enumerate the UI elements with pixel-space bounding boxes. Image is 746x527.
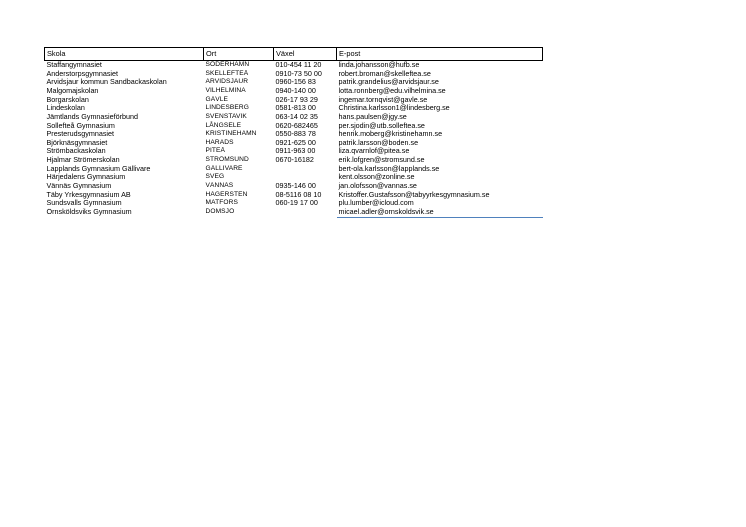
column-header-ort[interactable]: Ort bbox=[204, 48, 274, 61]
cell-skola[interactable]: Lapplands Gymnasium Gällivare bbox=[46, 164, 151, 173]
cell-vaxel[interactable] bbox=[274, 208, 337, 217]
cell-epost[interactable]: erik.lofgren@stromsund.se bbox=[338, 156, 425, 165]
contacts-table bbox=[44, 47, 543, 218]
cell-vaxel[interactable]: 0940-140 00 bbox=[275, 86, 316, 95]
cell-skola[interactable]: Lindeskolan bbox=[46, 104, 85, 113]
cell-vaxel[interactable]: 0935-146 00 bbox=[275, 181, 316, 190]
cell-vaxel[interactable]: 010-454 11 20 bbox=[275, 60, 322, 70]
cell-vaxel[interactable]: 08-5116 08 10 bbox=[275, 190, 322, 199]
cell-vaxel[interactable]: 060-19 17 00 bbox=[275, 199, 318, 208]
table-row bbox=[45, 96, 543, 105]
cell-epost[interactable]: patrik.larsson@boden.se bbox=[338, 138, 419, 147]
column-header-epost[interactable]: E-post bbox=[337, 48, 543, 61]
cell-ort[interactable]: GÄVLE bbox=[205, 95, 228, 103]
cell-skola[interactable]: Hjalmar Strömerskolan bbox=[46, 156, 120, 165]
table-row bbox=[45, 208, 543, 217]
cell-epost[interactable]: bert-ola.karlsson@lapplands.se bbox=[338, 164, 440, 173]
cell-epost[interactable]: robert.broman@skelleftea.se bbox=[338, 69, 431, 78]
cell-skola[interactable]: Örnsköldsviks Gymnasium bbox=[46, 207, 132, 217]
table-row bbox=[45, 61, 543, 70]
cell-ort[interactable]: STRÖMSUND bbox=[205, 156, 249, 164]
cell-vaxel[interactable]: 0550-883 78 bbox=[275, 130, 316, 139]
cell-vaxel[interactable]: 026-17 93 29 bbox=[275, 95, 318, 104]
table-header-row bbox=[45, 48, 543, 61]
cell-epost[interactable]: Christina.karlsson1@lindesberg.se bbox=[338, 104, 450, 113]
cell-vaxel[interactable]: 0910-73 50 00 bbox=[275, 69, 322, 78]
cell-epost[interactable]: per.sjodin@utb.solleftea.se bbox=[338, 121, 425, 130]
cell-ort[interactable]: VILHELMINA bbox=[205, 86, 246, 94]
table-row bbox=[45, 182, 543, 191]
cell-vaxel[interactable]: 0620-682465 bbox=[275, 121, 318, 130]
cell-epost[interactable]: kent.olsson@zonline.se bbox=[338, 173, 415, 182]
cell-ort[interactable]: ARVIDSJAUR bbox=[205, 78, 249, 86]
table-row bbox=[45, 173, 543, 182]
table-row bbox=[45, 156, 543, 165]
cell-epost[interactable]: ingemar.tornqvist@gavle.se bbox=[338, 95, 428, 104]
cell-skola[interactable]: Vännäs Gymnasium bbox=[46, 181, 112, 190]
cell-epost[interactable]: patrik.grandelius@arvidsjaur.se bbox=[338, 78, 439, 87]
table-row bbox=[45, 78, 543, 87]
spreadsheet-page bbox=[44, 47, 542, 218]
cell-epost[interactable]: henrik.moberg@kristinehamn.se bbox=[338, 130, 443, 139]
table-row bbox=[45, 139, 543, 148]
cell-ort[interactable]: SVENSTAVIK bbox=[205, 112, 247, 120]
cell-skola[interactable]: Staffangymnasiet bbox=[46, 60, 102, 70]
cell-skola[interactable]: Jämtlands Gymnasieförbund bbox=[46, 112, 138, 121]
cell-skola[interactable]: Sollefteå Gymnasium bbox=[46, 121, 115, 130]
table-row bbox=[45, 130, 543, 139]
cell-vaxel[interactable]: 0921-625 00 bbox=[275, 138, 316, 147]
column-header-vaxel[interactable]: Växel bbox=[274, 48, 337, 61]
cell-skola[interactable]: Malgomajskolan bbox=[46, 86, 99, 95]
cell-skola[interactable]: Sundsvalls Gymnasium bbox=[46, 199, 122, 208]
cell-ort[interactable]: LINDESBERG bbox=[205, 104, 250, 112]
cell-ort[interactable]: KRISTINEHAMN bbox=[205, 130, 257, 138]
cell-ort[interactable]: SÖDERHAMN bbox=[205, 61, 250, 69]
table-row bbox=[45, 121, 543, 130]
cell-vaxel[interactable]: 0911-963 00 bbox=[275, 147, 316, 156]
cell-ort[interactable]: LÅNGSELE bbox=[205, 121, 242, 129]
cell-ort[interactable]: PITEÅ bbox=[205, 147, 226, 155]
cell-skola[interactable]: Strömbackaskolan bbox=[46, 147, 106, 156]
cell-epost[interactable]: liza.qvarnlof@pitea.se bbox=[338, 147, 410, 156]
cell-ort[interactable]: VÄNNÄS bbox=[205, 181, 234, 189]
cell-vaxel[interactable]: 063-14 02 35 bbox=[275, 112, 318, 121]
table-row bbox=[45, 70, 543, 79]
cell-ort[interactable]: SKELLEFTEÅ bbox=[205, 69, 249, 77]
cell-vaxel[interactable] bbox=[274, 165, 337, 174]
cell-vaxel[interactable]: 0581-813 00 bbox=[275, 104, 316, 113]
cell-skola[interactable]: Björknäsgymnasiet bbox=[46, 138, 108, 147]
cell-skola[interactable]: Borgarskolan bbox=[46, 95, 89, 104]
cell-ort[interactable]: MATFORS bbox=[205, 199, 238, 207]
table-row bbox=[45, 104, 543, 113]
cell-skola[interactable]: Arvidsjaur kommun Sandbackaskolan bbox=[46, 78, 167, 87]
cell-epost[interactable]: micael.adler@ornskoldsvik.se bbox=[337, 208, 543, 217]
cell-vaxel[interactable]: 0670-16182 bbox=[275, 156, 314, 165]
cell-vaxel[interactable]: 0960-156 83 bbox=[275, 78, 316, 87]
cell-skola[interactable]: Presterudsgymnasiet bbox=[46, 130, 115, 139]
cell-ort[interactable]: HÄGERSTEN bbox=[205, 190, 248, 198]
table-row bbox=[45, 147, 543, 156]
table-row bbox=[45, 199, 543, 208]
table-row bbox=[45, 113, 543, 122]
table-body bbox=[45, 61, 543, 218]
cell-epost[interactable]: plu.lumber@icloud.com bbox=[338, 199, 414, 208]
cell-skola[interactable]: Täby Yrkesgymnasium AB bbox=[46, 190, 131, 199]
table-row bbox=[45, 191, 543, 200]
cell-vaxel[interactable] bbox=[274, 173, 337, 182]
cell-ort[interactable]: DOMSJÖ bbox=[205, 208, 235, 216]
cell-epost[interactable]: hans.paulsen@jgy.se bbox=[338, 112, 407, 121]
table-row bbox=[45, 87, 543, 96]
cell-ort[interactable]: SVEG bbox=[205, 173, 225, 181]
cell-ort[interactable]: HARADS bbox=[205, 138, 234, 146]
column-header-skola[interactable]: Skola bbox=[47, 48, 66, 58]
cell-skola[interactable]: Anderstorpsgymnasiet bbox=[46, 69, 119, 78]
cell-ort[interactable]: GÄLLIVARE bbox=[205, 164, 243, 172]
table-row bbox=[45, 165, 543, 174]
cell-epost[interactable]: linda.johansson@hufb.se bbox=[338, 60, 420, 70]
cell-skola[interactable]: Härjedalens Gymnasium bbox=[46, 173, 126, 182]
cell-epost[interactable]: Kristoffer.Gustafsson@tabyyrkesgymnasium.se bbox=[338, 190, 490, 199]
cell-epost[interactable]: jan.olofsson@vannas.se bbox=[338, 181, 417, 190]
cell-epost[interactable]: lotta.ronnberg@edu.vilhelmina.se bbox=[338, 86, 446, 95]
